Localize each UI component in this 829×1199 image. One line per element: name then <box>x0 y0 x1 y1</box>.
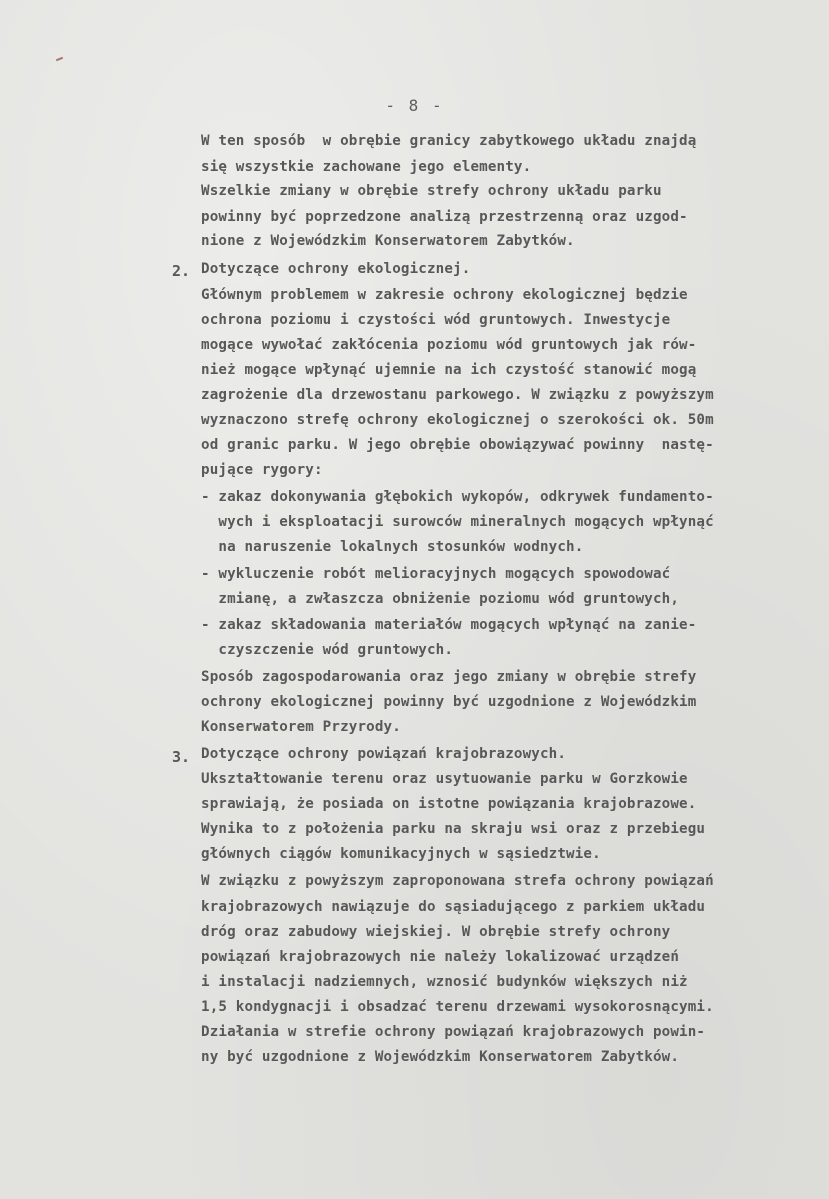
rule-item: zmianę, a zwłaszcza obniżenie poziomu wód gruntowych, <box>201 591 680 607</box>
section-3-line: sprawiają, że posiada on istotne powiązania krajobrazowe. <box>201 796 697 812</box>
rule-item: wych i eksploatacji surowców mineralnych mogących wpłynąć <box>201 514 714 530</box>
section-3-line: Wynika to z położenia parku na skraju wsi oraz z przebiegu <box>201 821 706 837</box>
section-3-line: ny być uzgodnione z Wojewódzkim Konserwatorem Zabytków. <box>201 1049 680 1065</box>
rule-item: - zakaz dokonywania głębokich wykopów, odkrywek fundamento- <box>201 489 714 505</box>
rule-item: na naruszenie lokalnych stosunków wodnych. <box>201 539 584 555</box>
section-2-number: 2. <box>172 262 191 280</box>
section-2-heading: Dotyczące ochrony ekologicznej. <box>201 261 471 277</box>
rule-item: - wykluczenie robót melioracyjnych mogących spowodować <box>201 566 671 582</box>
paper-mark <box>56 57 63 61</box>
section-2-closing: ochrony ekologicznej powinny być uzgodnione z Wojewódzkim <box>201 694 697 710</box>
section-3-line: krajobrazowych nawiązuje do sąsiadującego z parkiem układu <box>201 899 706 915</box>
section-3-line: głównych ciągów komunikacyjnych w sąsiedztwie. <box>201 846 601 862</box>
section-3-line: W związku z powyższym zaproponowana strefa ochrony powiązań <box>201 873 714 889</box>
intro-line-2: się wszystkie zachowane jego elementy. <box>201 159 532 175</box>
section-3-line: 1,5 kondygnacji i obsadzać terenu drzewami wysokorosnącymi. <box>201 999 714 1015</box>
intro-line-5: nione z Wojewódzkim Konserwatorem Zabytków. <box>201 233 575 249</box>
section-2-line: ochrona poziomu i czystości wód gruntowych. Inwestycje <box>201 312 671 328</box>
section-2-line: nież mogące wpłynąć ujemnie na ich czystość stanowić mogą <box>201 362 697 378</box>
section-2-line: mogące wywołać zakłócenia poziomu wód gruntowych jak rów- <box>201 337 697 353</box>
section-2-closing: Sposób zagospodarowania oraz jego zmiany w obrębie strefy <box>201 669 697 685</box>
rule-item: - zakaz składowania materiałów mogących wpłynąć na zanie- <box>201 617 697 633</box>
section-3-line: powiązań krajobrazowych nie należy lokalizować urządzeń <box>201 949 680 965</box>
section-3-line: Ukształtowanie terenu oraz usytuowanie parku w Gorzkowie <box>201 771 688 787</box>
intro-line-3: Wszelkie zmiany w obrębie strefy ochrony układu parku <box>201 183 662 199</box>
intro-line-4: powinny być poprzedzone analizą przestrzenną oraz uzgod- <box>201 209 688 225</box>
section-2-line: zagrożenie dla drzewostanu parkowego. W związku z powyższym <box>201 387 714 403</box>
section-3-line: i instalacji nadziemnych, wznosić budynków większych niż <box>201 974 688 990</box>
section-3-heading: Dotyczące ochrony powiązań krajobrazowych. <box>201 746 567 762</box>
section-2-line: wyznaczono strefę ochrony ekologicznej o szerokości ok. 50m <box>201 412 714 428</box>
intro-line-1: W ten sposób w obrębie granicy zabytkowego układu znajdą <box>201 133 697 149</box>
section-2-line: pujące rygory: <box>201 462 323 478</box>
section-2-line: od granic parku. W jego obrębie obowiązywać powinny nastę- <box>201 437 714 453</box>
rule-item: czyszczenie wód gruntowych. <box>201 642 454 658</box>
section-3-line: Działania w strefie ochrony powiązań krajobrazowych powin- <box>201 1024 706 1040</box>
page-number: - 8 - <box>385 96 444 115</box>
section-2-closing: Konserwatorem Przyrody. <box>201 719 401 735</box>
section-3-number: 3. <box>172 748 191 766</box>
section-2-line: Głównym problemem w zakresie ochrony ekologicznej będzie <box>201 287 688 303</box>
section-3-line: dróg oraz zabudowy wiejskiej. W obrębie strefy ochrony <box>201 924 671 940</box>
